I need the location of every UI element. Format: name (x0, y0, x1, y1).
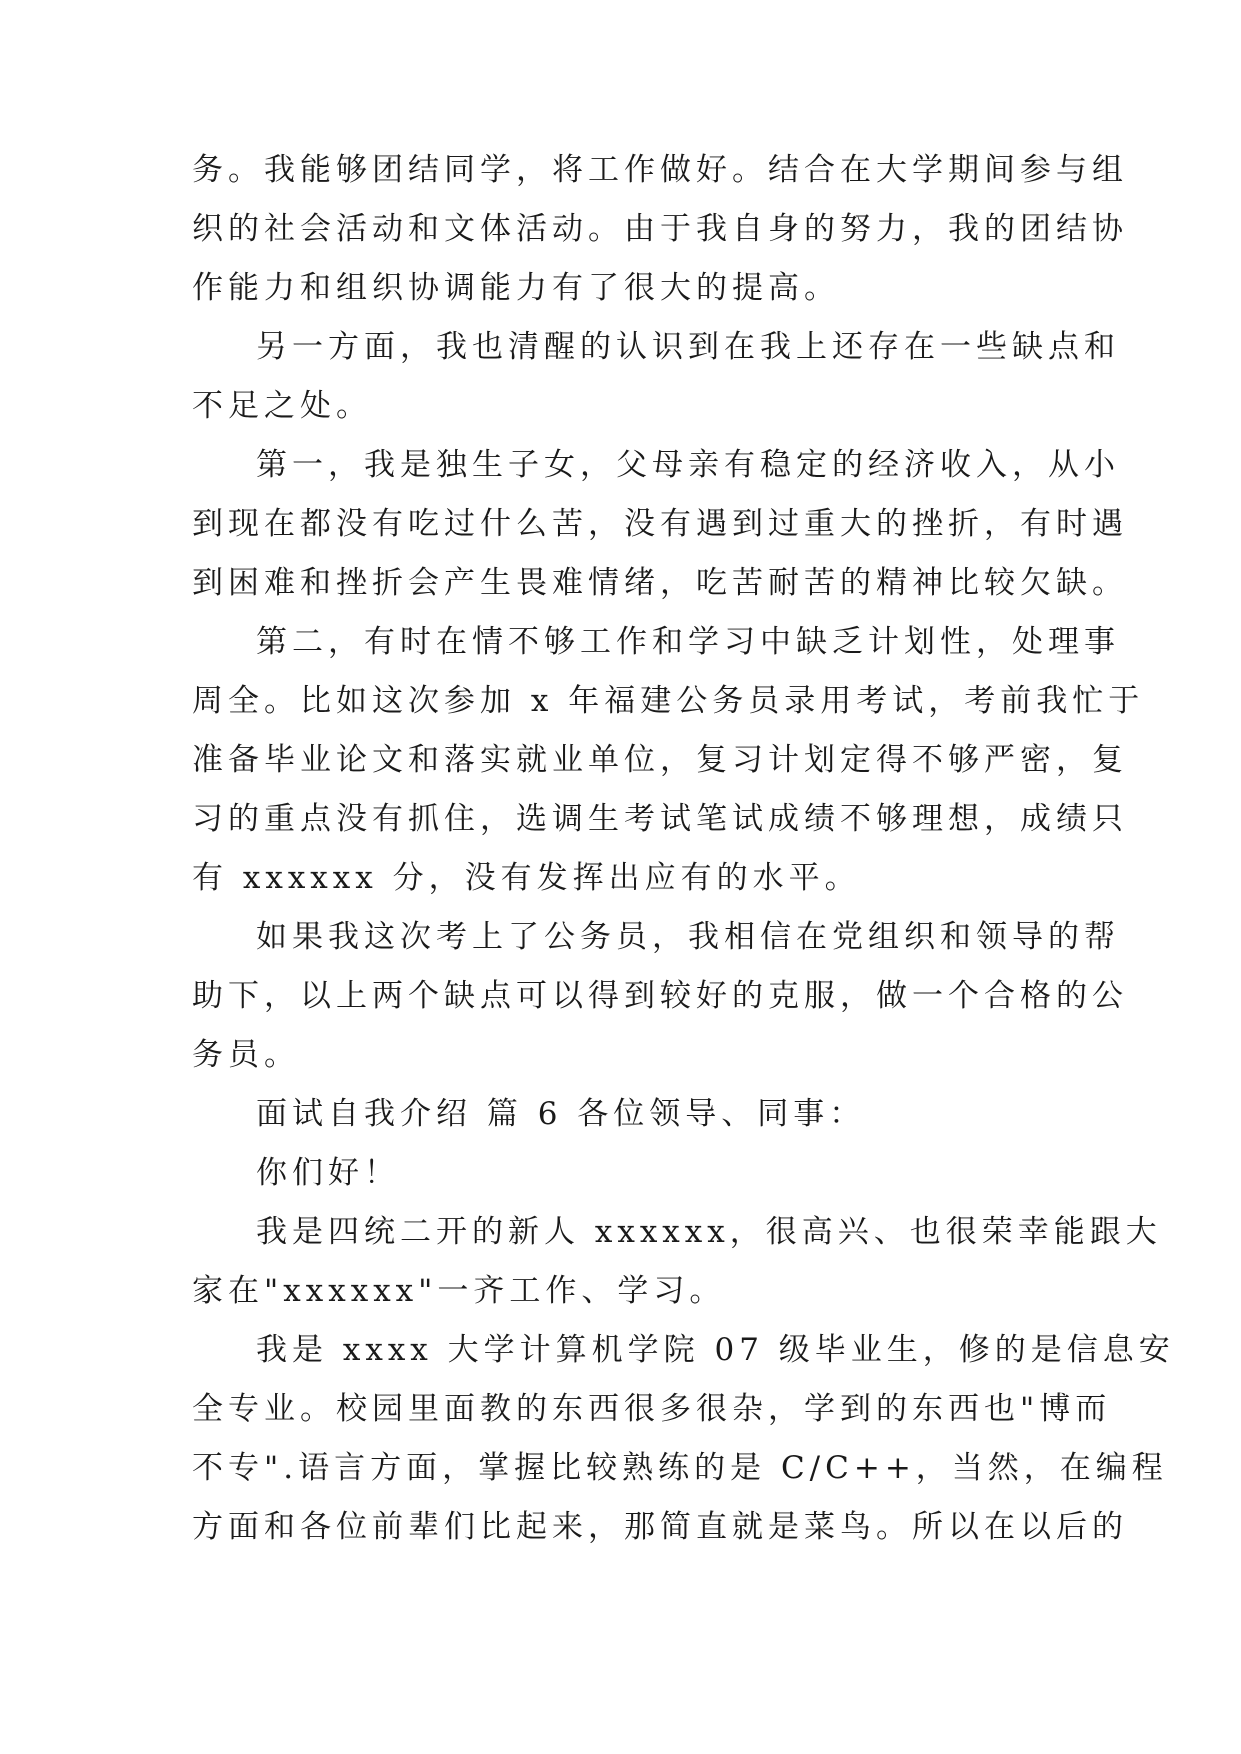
text-line: 家在"xxxxxx"一齐工作、学习。 (192, 1273, 726, 1309)
text-line: 方面和各位前辈们比起来，那简直就是菜鸟。所以在以后的 (192, 1509, 1128, 1545)
text-line: 有 xxxxxx 分，没有发挥出应有的水平。 (192, 860, 861, 896)
text-line: 助下，以上两个缺点可以得到较好的克服，做一个合格的公 (192, 978, 1128, 1014)
text-line: 第二，有时在情不够工作和学习中缺乏计划性，处理事 (256, 624, 1120, 660)
text-line: 织的社会活动和文体活动。由于我自身的努力，我的团结协 (192, 211, 1128, 247)
text-line: 第一，我是独生子女，父母亲有稳定的经济收入，从小 (256, 447, 1120, 483)
text-line: 如果我这次考上了公务员，我相信在党组织和领导的帮 (256, 919, 1120, 955)
text-line: 务。我能够团结同学，将工作做好。结合在大学期间参与组 (192, 152, 1128, 188)
text-line: 到困难和挫折会产生畏难情绪，吃苦耐苦的精神比较欠缺。 (192, 565, 1128, 601)
text-line: 到现在都没有吃过什么苦，没有遇到过重大的挫折，有时遇 (192, 506, 1128, 542)
text-line: 作能力和组织协调能力有了很大的提高。 (192, 270, 840, 306)
text-line: 另一方面，我也清醒的认识到在我上还存在一些缺点和 (256, 329, 1120, 365)
text-line: 不专".语言方面，掌握比较熟练的是 C/C++，当然，在编程 (192, 1450, 1168, 1486)
text-line: 我是 xxxx 大学计算机学院 07 级毕业生，修的是信息安 (256, 1332, 1175, 1368)
text-line: 准备毕业论文和落实就业单位，复习计划定得不够严密，复 (192, 742, 1128, 778)
text-line: 务员。 (192, 1037, 300, 1073)
section-heading: 面试自我介绍 篇 6 各位领导、同事： (256, 1096, 866, 1132)
text-line: 周全。比如这次参加 x 年福建公务员录用考试，考前我忙于 (192, 683, 1145, 719)
text-line: 你们好！ (256, 1155, 400, 1191)
text-line: 习的重点没有抓住，选调生考试笔试成绩不够理想，成绩只 (192, 801, 1128, 837)
text-line: 不足之处。 (192, 388, 372, 424)
text-line: 我是四统二开的新人 xxxxxx，很高兴、也很荣幸能跟大 (256, 1214, 1162, 1250)
text-line: 全专业。校园里面教的东西很多很杂，学到的东西也"博而 (192, 1391, 1112, 1427)
